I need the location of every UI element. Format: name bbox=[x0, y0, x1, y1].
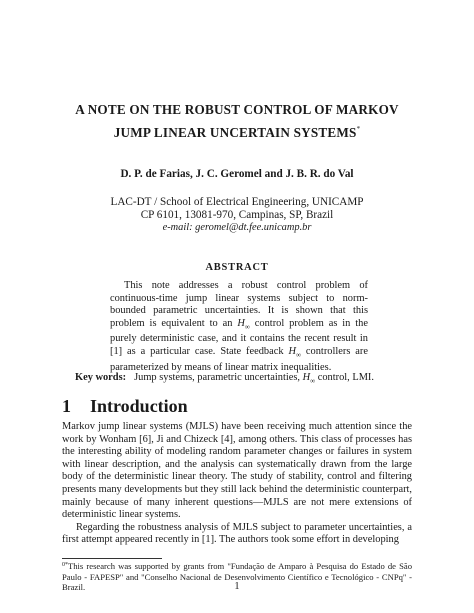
h-letter-3: H bbox=[302, 372, 311, 383]
affiliation-email: e-mail: geromel@dt.fee.unicamp.br bbox=[162, 222, 312, 233]
title-line-1 bbox=[60, 102, 414, 118]
keywords-text-1: Jump systems, parametric uncertainties, bbox=[134, 372, 303, 383]
section-number: 1 bbox=[62, 396, 71, 416]
affiliation-line-1: LAC-DT / School of Electrical Engineering, UNICAMP bbox=[110, 196, 364, 208]
title-line-2 bbox=[60, 125, 414, 141]
keywords-text-2: control, LMI. bbox=[315, 372, 374, 383]
h-infinity-symbol-1 bbox=[237, 318, 250, 329]
intro-paragraph-2: Regarding the robustness analysis of MJLS subject to parameter uncertainties, a first attempt appeared recently in [1]. The authors took some effort in developing bbox=[62, 521, 412, 546]
abstract-text-1: This note addresses a robust control problem of continuous-time jump linear systems subject to norm-bounded parametric uncertainties. It is shown that this problem is equivalent to an bbox=[110, 280, 368, 329]
introduction-body bbox=[62, 421, 412, 547]
title-line-1-text: A NOTE ON THE ROBUST CONTROL OF MARKOV bbox=[75, 102, 399, 117]
infinity-sub-2: ∞ bbox=[296, 351, 301, 360]
intro-paragraph-1: Markov jump linear systems (MJLS) have been receiving much attention since the work by Wonham [6], Ji and Chizeck [4], among others. This class of processes has the interesting ability of modeling random parameter changes or failures in system with linear description, and the analysis can systematically drawn from the large body of the deterministic linear theory. The study of stability, control and filtering presents many developments but they still lack behind the deterministic counterpart, mainly because of many inherent questions—MJLS are not mere extensions of deterministic linear systems. bbox=[62, 421, 413, 521]
keywords-label: Key words: bbox=[75, 372, 127, 383]
h-letter-1: H bbox=[237, 317, 245, 329]
keywords bbox=[75, 372, 435, 385]
abstract-body bbox=[110, 280, 368, 374]
footnote-rule bbox=[62, 558, 162, 559]
page-number: 1 bbox=[234, 581, 240, 592]
abstract-text-3: controllers are parameterized by means of linear matrix inequalities. bbox=[110, 346, 368, 373]
infinity-sub-3: ∞ bbox=[310, 377, 316, 386]
abstract-text-2: control problem as in the purely deterministic case, and it contains the recent result in [1] as a particular case. State feedback bbox=[110, 317, 368, 358]
footnote-text: This research was supported by grants from "Fundação de Amparo à Pesquisa do Estado de São Paulo - FAPESP" and "Conselho Nacional de Desenvolvimento Científico e Tecnológico - CNPq" - Brazil. bbox=[62, 561, 412, 593]
section-title: Introduction bbox=[90, 396, 188, 416]
affiliation-line-2: CP 6101, 13081-970, Campinas, SP, Brazil bbox=[140, 209, 334, 221]
title-line-2-text: JUMP LINEAR UNCERTAIN SYSTEMS bbox=[113, 125, 357, 140]
infinity-sub-1: ∞ bbox=[244, 322, 250, 331]
h-infinity-symbol-3 bbox=[302, 372, 316, 386]
authors: D. P. de Farias, J. C. Geromel and J. B. R. do Val bbox=[120, 168, 354, 180]
title-footnote-mark: * bbox=[356, 125, 361, 133]
footnote-mark: 0* bbox=[62, 562, 68, 568]
section-heading bbox=[62, 396, 188, 417]
abstract-heading: ABSTRACT bbox=[205, 262, 269, 273]
h-infinity-symbol-2 bbox=[288, 346, 301, 360]
h-letter-2: H bbox=[288, 346, 296, 358]
